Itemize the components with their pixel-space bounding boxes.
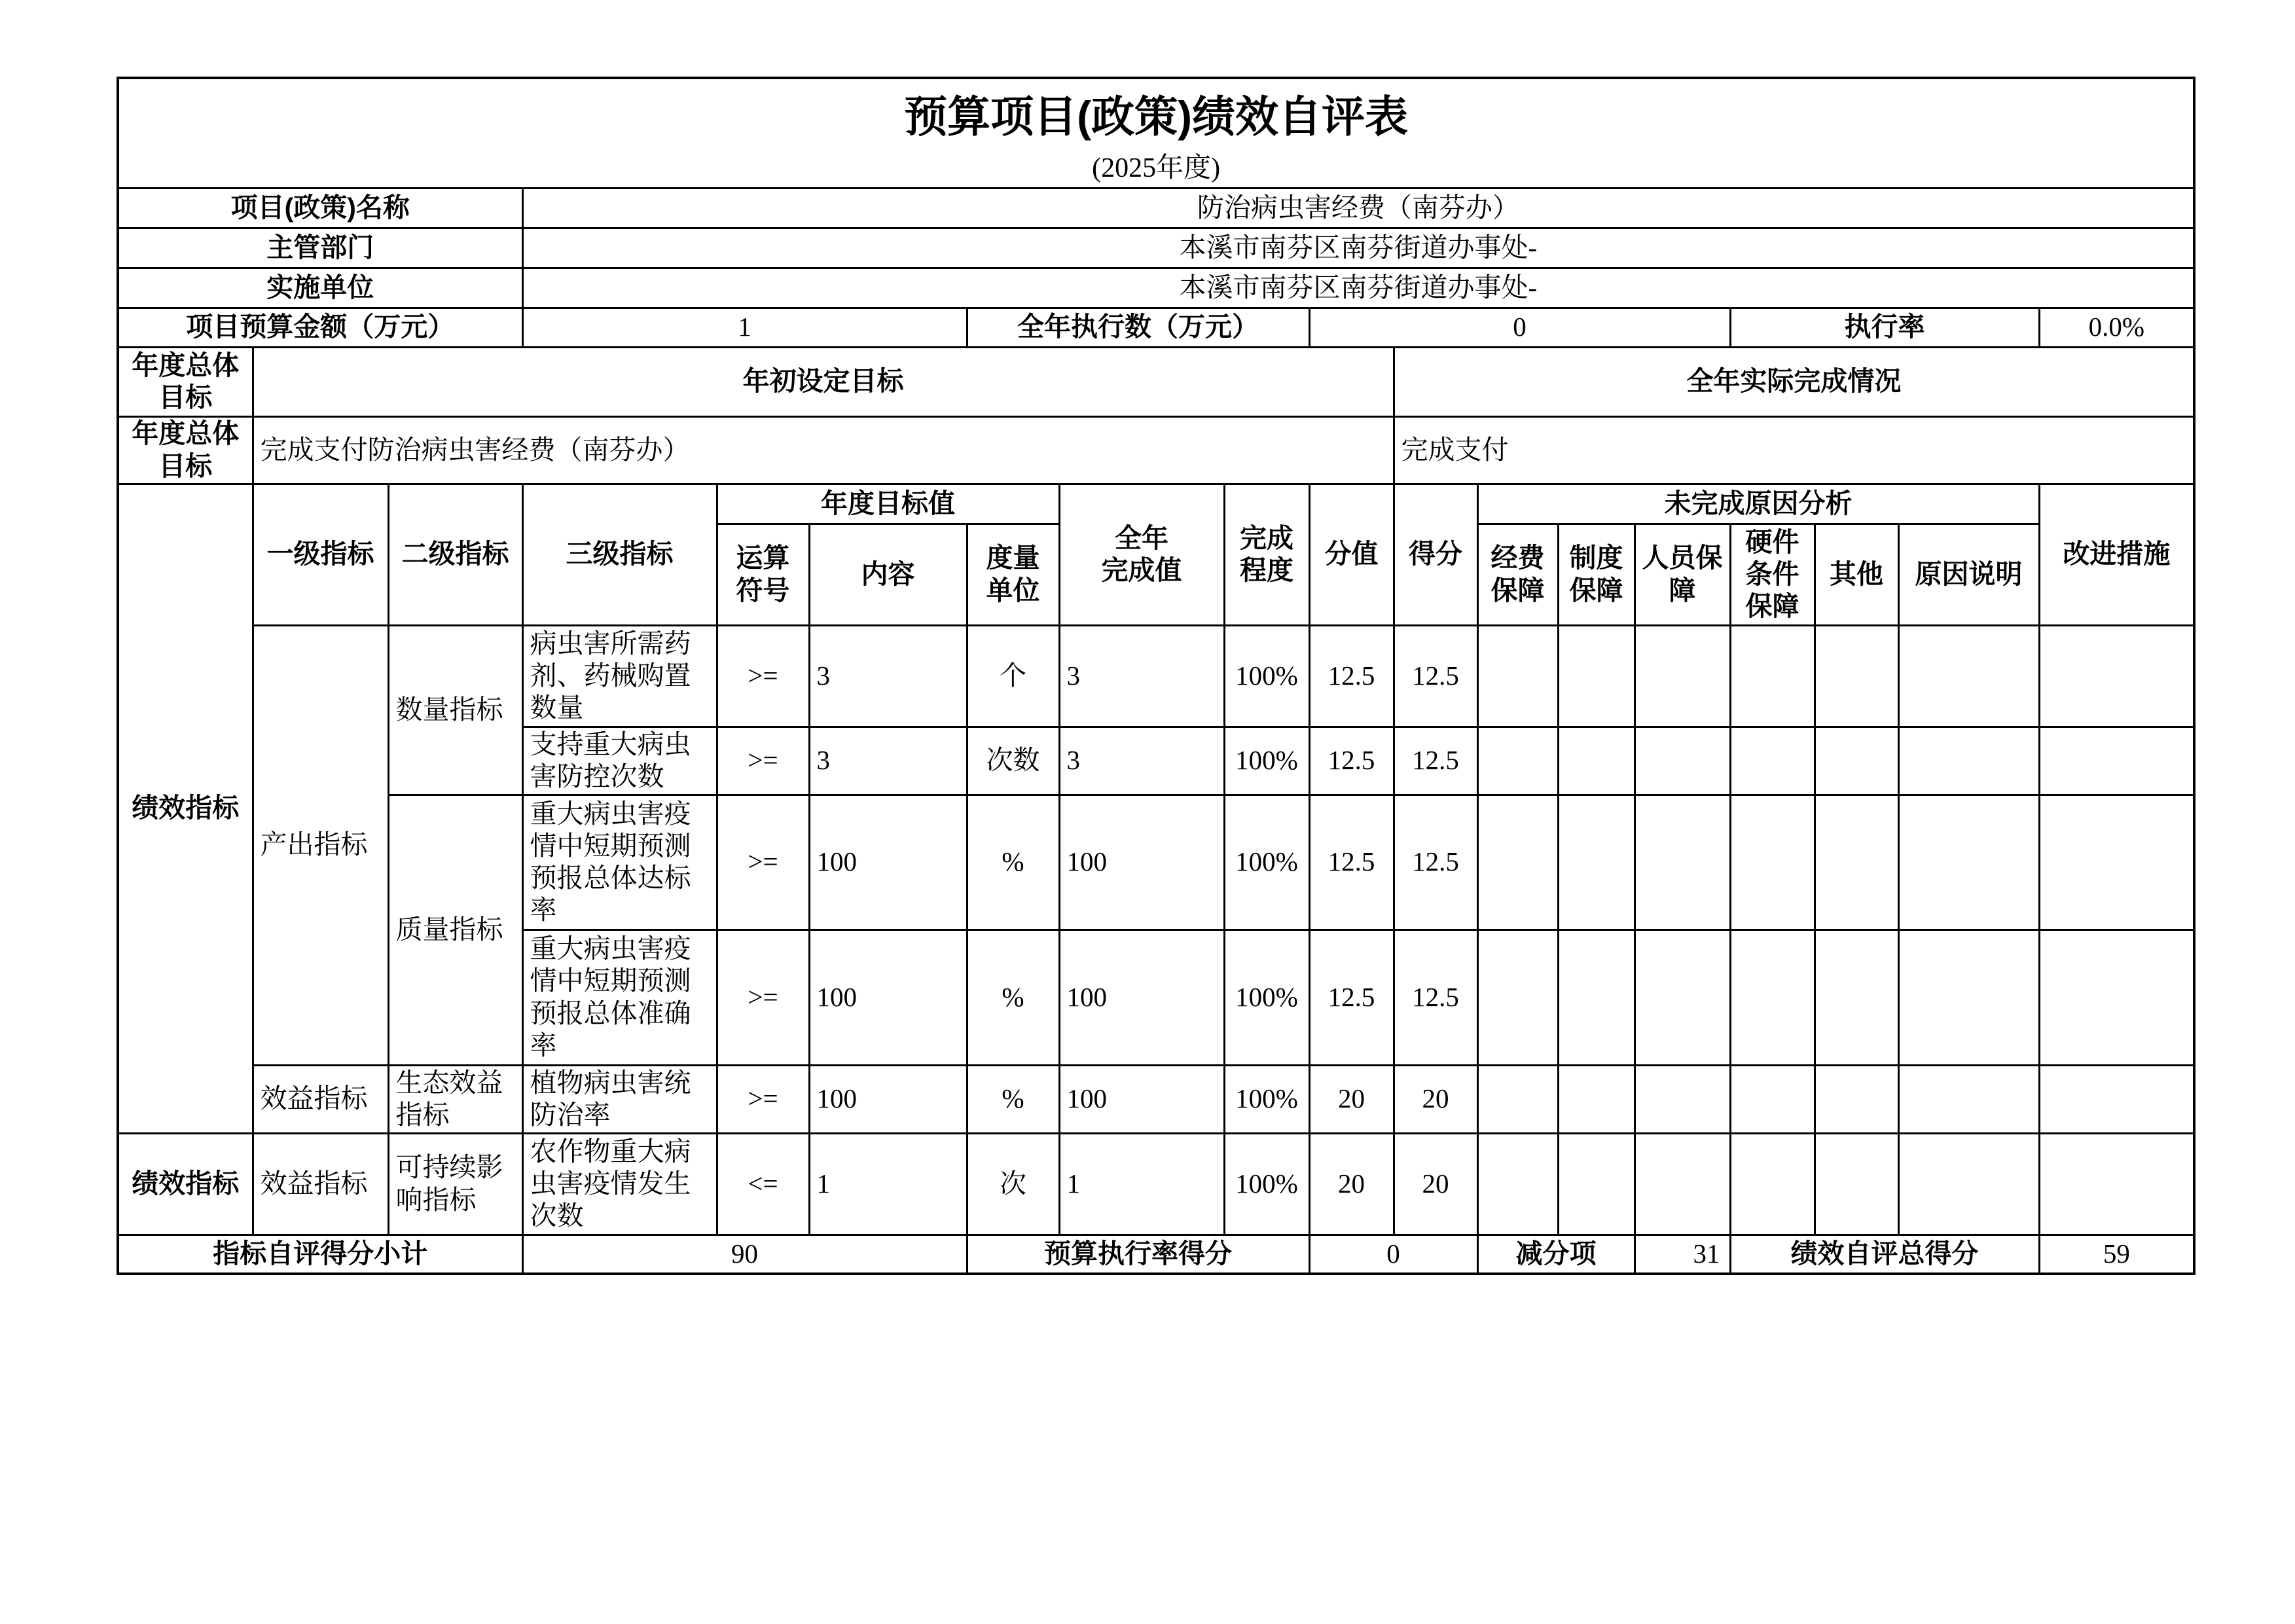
staff-guarantee-cell bbox=[1635, 1133, 1730, 1235]
staff-guarantee-cell bbox=[1635, 1065, 1730, 1133]
system-guarantee-cell bbox=[1558, 795, 1635, 929]
other-reason-cell bbox=[1815, 1065, 1898, 1133]
system-guarantee-cell bbox=[1558, 1065, 1635, 1133]
hardware-guarantee-cell bbox=[1730, 795, 1815, 929]
other-reason-header: 其他 bbox=[1815, 524, 1898, 625]
level3-indicator-text: 重大病虫害疫情中短期预测预报总体准确率 bbox=[530, 933, 691, 1060]
level2-quality: 质量指标 bbox=[388, 795, 522, 1065]
hardware-guarantee-cell bbox=[1730, 625, 1815, 727]
budget-amount-value: 1 bbox=[522, 308, 967, 347]
target-value: 3 bbox=[809, 727, 967, 795]
project-name-value: 防治病虫害经费（南芬办） bbox=[522, 188, 2194, 228]
improvement-cell bbox=[2039, 727, 2194, 795]
reason-note-cell bbox=[1898, 625, 2039, 727]
fund-guarantee-cell bbox=[1477, 727, 1558, 795]
other-reason-cell bbox=[1815, 929, 1898, 1065]
target-value: 100 bbox=[809, 1065, 967, 1133]
annual-goal-label-2-text: 年度总体目标 bbox=[132, 418, 240, 481]
operator: >= bbox=[717, 1065, 809, 1133]
weight-value: 20 bbox=[1309, 1065, 1394, 1133]
table-row bbox=[118, 795, 2194, 929]
system-guarantee-cell bbox=[1558, 929, 1635, 1065]
improvement-cell bbox=[2039, 625, 2194, 727]
annual-actual-value: 1 bbox=[1059, 1133, 1224, 1235]
execution-score-value: 0 bbox=[1309, 1235, 1477, 1274]
implementing-unit-value: 本溪市南芬区南芬街道办事处- bbox=[522, 268, 2194, 308]
level2-sustainable-text: 可持续影响指标 bbox=[395, 1152, 503, 1215]
level3-indicator bbox=[522, 795, 717, 929]
weight-value: 12.5 bbox=[1309, 727, 1394, 795]
table-row bbox=[118, 1065, 2194, 1133]
hardware-guarantee-cell bbox=[1730, 929, 1815, 1065]
improvement-cell bbox=[2039, 1133, 2194, 1235]
completion-degree: 100% bbox=[1224, 625, 1309, 727]
execution-rate-label: 执行率 bbox=[1730, 308, 2039, 347]
target-value: 3 bbox=[809, 625, 967, 727]
target-value: 100 bbox=[809, 929, 967, 1065]
level2-header: 二级指标 bbox=[388, 484, 522, 625]
operator: >= bbox=[717, 727, 809, 795]
level3-indicator bbox=[522, 929, 717, 1065]
weight-header: 分值 bbox=[1309, 484, 1394, 625]
execution-rate-value: 0.0% bbox=[2039, 308, 2194, 347]
level2-quantity: 数量指标 bbox=[388, 625, 522, 795]
incomplete-reason-group-header: 未完成原因分析 bbox=[1477, 484, 2039, 524]
operator-header: 运算 符号 bbox=[717, 524, 809, 625]
other-reason-cell bbox=[1815, 625, 1898, 727]
reason-note-header: 原因说明 bbox=[1898, 524, 2039, 625]
operator: >= bbox=[717, 929, 809, 1065]
department-label: 主管部门 bbox=[118, 228, 522, 268]
annual-actual-value: 100 bbox=[1059, 1065, 1224, 1133]
other-reason-cell bbox=[1815, 727, 1898, 795]
page-subtitle: (2025年度) bbox=[1092, 153, 1221, 184]
page-title: 预算项目(政策)绩效自评表 bbox=[904, 92, 1409, 141]
other-reason-cell bbox=[1815, 795, 1898, 929]
score-value: 12.5 bbox=[1394, 625, 1477, 727]
improvement-cell bbox=[2039, 1065, 2194, 1133]
annual-target-group-header: 年度目标值 bbox=[717, 484, 1059, 524]
weight-value: 12.5 bbox=[1309, 929, 1394, 1065]
reason-note-cell bbox=[1898, 929, 2039, 1065]
staff-guarantee-cell bbox=[1635, 929, 1730, 1065]
level3-indicator bbox=[522, 1065, 717, 1133]
fund-guarantee-cell bbox=[1477, 625, 1558, 727]
table-row bbox=[118, 625, 2194, 727]
weight-value: 20 bbox=[1309, 1133, 1394, 1235]
level1-output: 产出指标 bbox=[253, 625, 388, 1065]
hardware-guarantee-cell bbox=[1730, 1133, 1815, 1235]
annual-actual-header: 全年 完成值 bbox=[1059, 484, 1224, 625]
completion-degree: 100% bbox=[1224, 929, 1309, 1065]
level3-indicator bbox=[522, 1133, 717, 1235]
completion-degree: 100% bbox=[1224, 1065, 1309, 1133]
title-block bbox=[118, 78, 2194, 188]
actual-completion-text: 完成支付 bbox=[1394, 416, 2194, 484]
completion-degree: 100% bbox=[1224, 795, 1309, 929]
level2-sustainable bbox=[388, 1133, 522, 1235]
self-evaluation-table bbox=[117, 77, 2196, 1275]
level3-header: 三级指标 bbox=[522, 484, 717, 625]
level1-header: 一级指标 bbox=[253, 484, 388, 625]
execution-score-label: 预算执行率得分 bbox=[967, 1235, 1309, 1274]
annual-actual-value: 3 bbox=[1059, 625, 1224, 727]
staff-guarantee-cell bbox=[1635, 795, 1730, 929]
reason-note-cell bbox=[1898, 727, 2039, 795]
operator: >= bbox=[717, 625, 809, 727]
level3-indicator-text: 重大病虫害疫情中短期预测预报总体达标率 bbox=[530, 798, 691, 926]
level3-indicator-text: 农作物重大病虫害疫情发生次数 bbox=[530, 1136, 691, 1231]
initial-goal-text: 完成支付防治病虫害经费（南芬办） bbox=[253, 416, 1394, 484]
measure-unit: 次 bbox=[967, 1133, 1059, 1235]
actual-completion-header: 全年实际完成情况 bbox=[1394, 347, 2194, 416]
reason-note-cell bbox=[1898, 1133, 2039, 1235]
measure-unit: % bbox=[967, 929, 1059, 1065]
level2-ecological-text: 生态效益指标 bbox=[395, 1067, 503, 1130]
improvement-cell bbox=[2039, 929, 2194, 1065]
score-value: 12.5 bbox=[1394, 727, 1477, 795]
level3-indicator bbox=[522, 727, 717, 795]
score-value: 20 bbox=[1394, 1133, 1477, 1235]
weight-value: 12.5 bbox=[1309, 625, 1394, 727]
measure-unit: % bbox=[967, 1065, 1059, 1133]
completion-degree: 100% bbox=[1224, 1133, 1309, 1235]
system-guarantee-cell bbox=[1558, 727, 1635, 795]
completion-degree-header: 完成 程度 bbox=[1224, 484, 1309, 625]
annual-goal-label-2 bbox=[118, 416, 253, 484]
staff-guarantee-cell bbox=[1635, 727, 1730, 795]
operator: <= bbox=[717, 1133, 809, 1235]
target-value: 1 bbox=[809, 1133, 967, 1235]
staff-guarantee-header: 人员保 障 bbox=[1635, 524, 1730, 625]
score-value: 12.5 bbox=[1394, 929, 1477, 1065]
level3-indicator bbox=[522, 625, 717, 727]
system-guarantee-cell bbox=[1558, 1133, 1635, 1235]
staff-guarantee-cell bbox=[1635, 625, 1730, 727]
subtotal-label: 指标自评得分小计 bbox=[118, 1235, 522, 1274]
other-reason-cell bbox=[1815, 1133, 1898, 1235]
score-value: 20 bbox=[1394, 1065, 1477, 1133]
measure-unit: 个 bbox=[967, 625, 1059, 727]
score-value: 12.5 bbox=[1394, 795, 1477, 929]
annual-goal-label bbox=[118, 347, 253, 416]
improvement-header: 改进措施 bbox=[2039, 484, 2194, 625]
fund-guarantee-cell bbox=[1477, 1133, 1558, 1235]
fund-guarantee-cell bbox=[1477, 795, 1558, 929]
reason-note-cell bbox=[1898, 795, 2039, 929]
deduction-label: 减分项 bbox=[1477, 1235, 1635, 1274]
level3-indicator-text: 植物病虫害统防治率 bbox=[530, 1067, 691, 1130]
fund-guarantee-cell bbox=[1477, 1065, 1558, 1133]
annual-actual-value: 3 bbox=[1059, 727, 1224, 795]
performance-indicator-label: 绩效指标 bbox=[118, 484, 253, 1133]
budget-amount-label: 项目预算金额（万元） bbox=[118, 308, 522, 347]
measure-unit: 次数 bbox=[967, 727, 1059, 795]
content-header: 内容 bbox=[809, 524, 967, 625]
subtotal-value: 90 bbox=[522, 1235, 967, 1274]
annual-actual-value: 100 bbox=[1059, 929, 1224, 1065]
level2-ecological bbox=[388, 1065, 522, 1133]
target-value: 100 bbox=[809, 795, 967, 929]
implementing-unit-label: 实施单位 bbox=[118, 268, 522, 308]
system-guarantee-cell bbox=[1558, 625, 1635, 727]
annual-goal-label-text: 年度总体目标 bbox=[132, 350, 240, 412]
weight-value: 12.5 bbox=[1309, 795, 1394, 929]
system-guarantee-header: 制度 保障 bbox=[1558, 524, 1635, 625]
annual-actual-value: 100 bbox=[1059, 795, 1224, 929]
table-row bbox=[118, 1133, 2194, 1235]
fund-guarantee-header: 经费 保障 bbox=[1477, 524, 1558, 625]
department-value: 本溪市南芬区南芬街道办事处- bbox=[522, 228, 2194, 268]
performance-indicator-label-2: 绩效指标 bbox=[118, 1133, 253, 1235]
improvement-cell bbox=[2039, 795, 2194, 929]
annual-executed-label: 全年执行数（万元） bbox=[967, 308, 1309, 347]
hardware-guarantee-cell bbox=[1730, 727, 1815, 795]
level3-indicator-text: 病虫害所需药剂、药械购置数量 bbox=[530, 628, 691, 723]
level1-benefit: 效益指标 bbox=[253, 1065, 388, 1133]
total-score-value: 59 bbox=[2039, 1235, 2194, 1274]
operator: >= bbox=[717, 795, 809, 929]
measure-unit: % bbox=[967, 795, 1059, 929]
score-header: 得分 bbox=[1394, 484, 1477, 625]
completion-degree: 100% bbox=[1224, 727, 1309, 795]
total-score-label: 绩效自评总得分 bbox=[1730, 1235, 2039, 1274]
level3-indicator-text: 支持重大病虫害防控次数 bbox=[530, 729, 691, 791]
hardware-guarantee-cell bbox=[1730, 1065, 1815, 1133]
initial-goal-header: 年初设定目标 bbox=[253, 347, 1394, 416]
deduction-value: 31 bbox=[1635, 1235, 1730, 1274]
project-name-label: 项目(政策)名称 bbox=[118, 188, 522, 228]
fund-guarantee-cell bbox=[1477, 929, 1558, 1065]
hardware-guarantee-header: 硬件 条件 保障 bbox=[1730, 524, 1815, 625]
reason-note-cell bbox=[1898, 1065, 2039, 1133]
measure-unit-header: 度量 单位 bbox=[967, 524, 1059, 625]
annual-executed-value: 0 bbox=[1309, 308, 1730, 347]
level1-benefit-2: 效益指标 bbox=[253, 1133, 388, 1235]
